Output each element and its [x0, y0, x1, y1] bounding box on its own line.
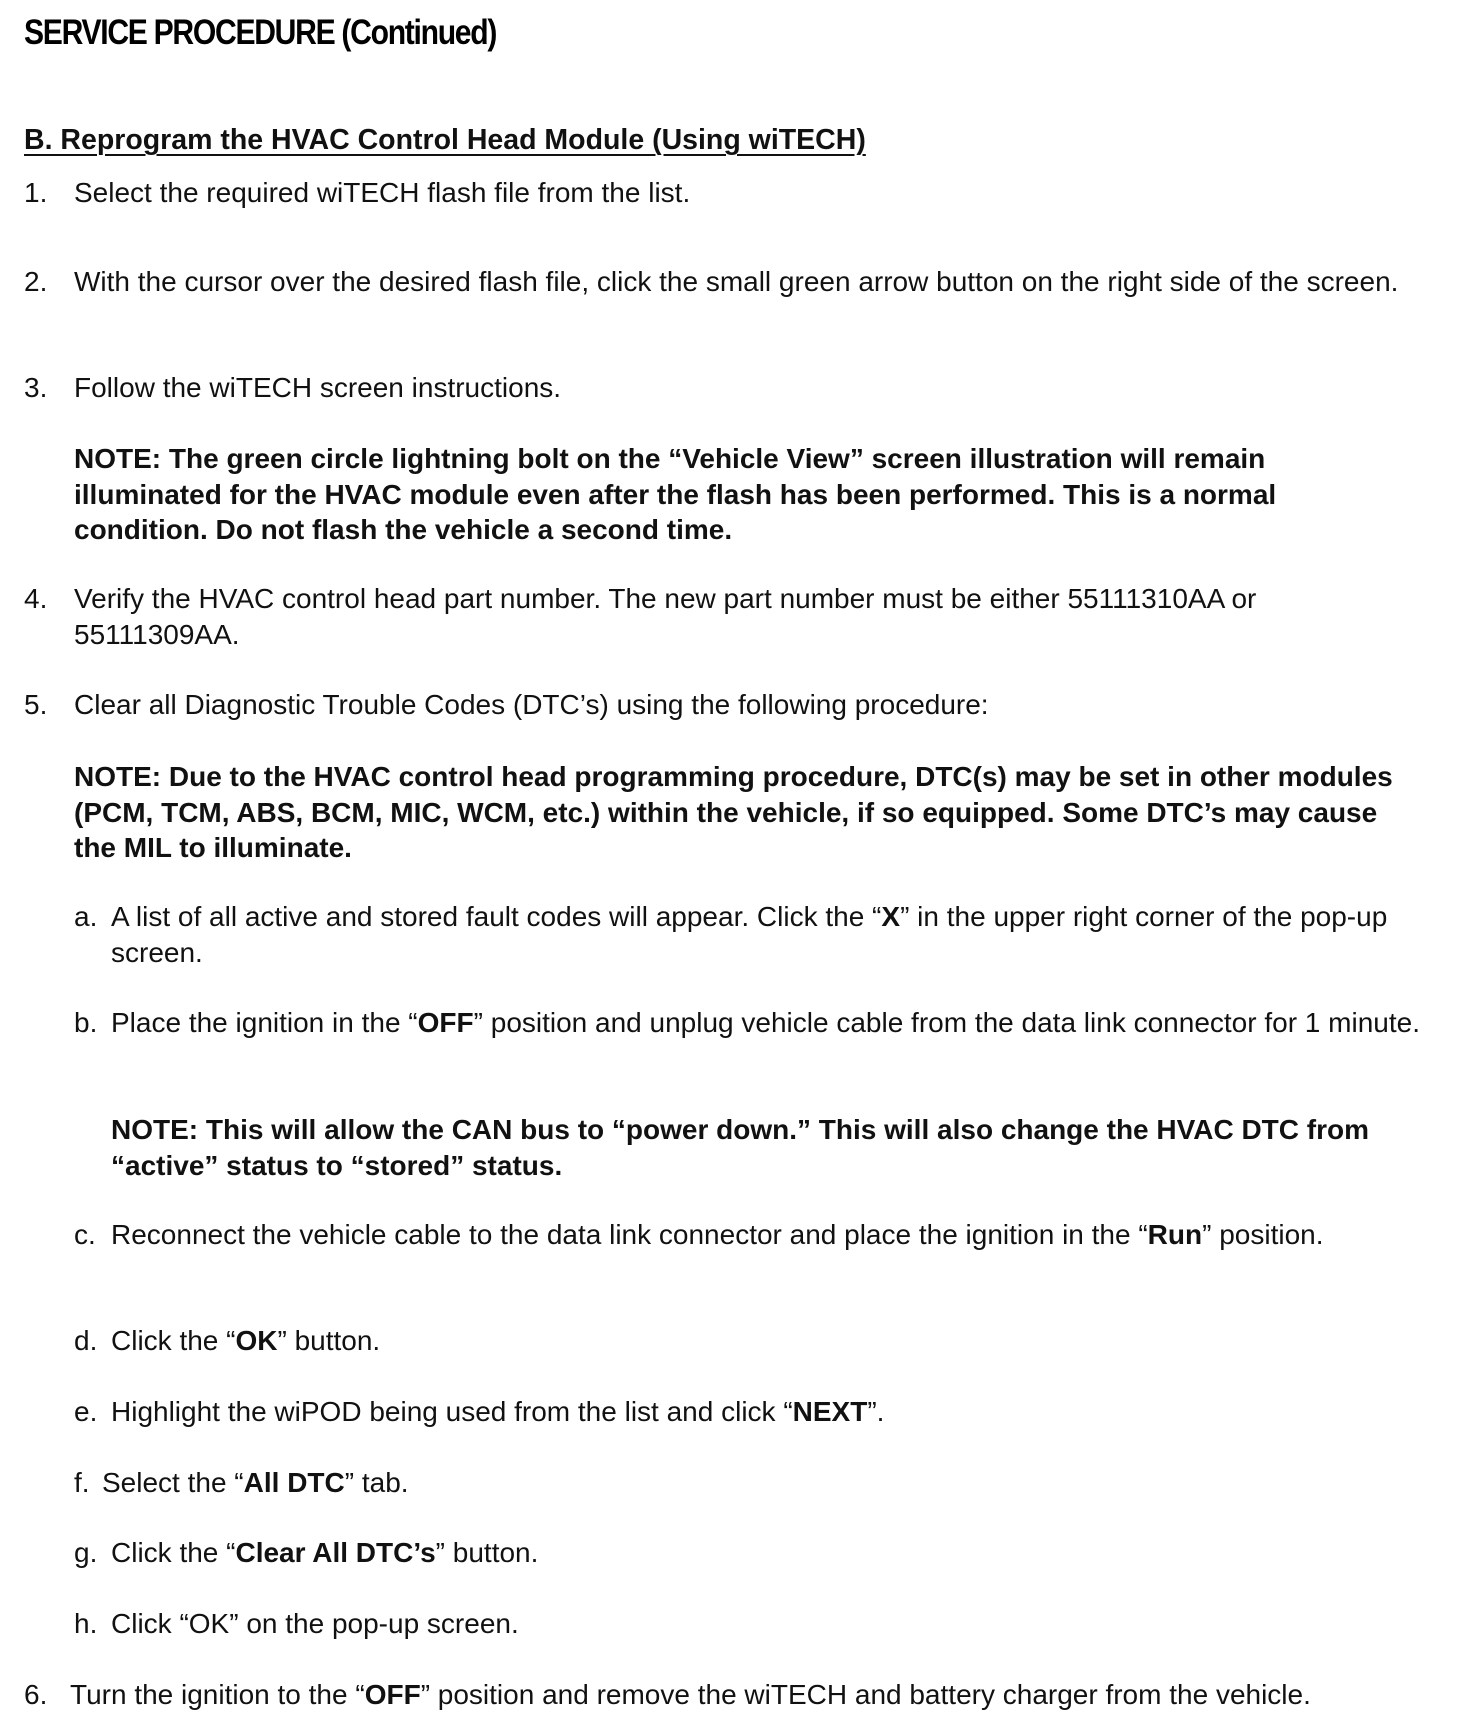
substep-letter: c.: [74, 1219, 96, 1250]
page-heading: SERVICE PROCEDURE (Continued): [24, 13, 497, 52]
substep-f: [74, 1465, 1424, 1501]
substep-g: [74, 1535, 1424, 1571]
step-number: 6.: [24, 1679, 48, 1710]
substep-h: [74, 1606, 1424, 1642]
step-5: [24, 687, 1444, 723]
substep-letter: e.: [74, 1396, 98, 1427]
step-text: Follow the wiTECH screen instructions.: [74, 372, 562, 403]
step-number: 3.: [24, 372, 48, 403]
step-6: [24, 1677, 1464, 1713]
section-title: B. Reprogram the HVAC Control Head Module (Using wiTECH): [24, 124, 866, 156]
substep-text: Select the “All DTC” tab.: [102, 1467, 409, 1498]
substep-letter: g.: [74, 1537, 98, 1568]
substep-d: [74, 1323, 1424, 1359]
substep-text: Highlight the wiPOD being used from the list and click “NEXT”.: [111, 1396, 885, 1427]
substep-letter: f.: [74, 1467, 90, 1498]
step-1: [24, 175, 1444, 211]
step-number: 4.: [24, 583, 48, 614]
step-2: [24, 264, 1444, 300]
substep-text: Click the “OK” button.: [111, 1325, 381, 1356]
note-step-3: NOTE: The green circle lightning bolt on the “Vehicle View” screen illustration will remain illuminated for the HVAC module even after the flash has been performed. This is a normal condition. Do not flash the vehicle a second time.: [74, 443, 1277, 545]
step-text: With the cursor over the desired flash file, click the small green arrow button on the right side of the screen.: [74, 266, 1399, 297]
step-text: Verify the HVAC control head part number. The new part number must be either 55111310AA or 55111309AA.: [74, 583, 1257, 650]
note-substep-b: NOTE: This will allow the CAN bus to “power down.” This will also change the HVAC DTC from “active” status to “stored” status.: [111, 1114, 1369, 1181]
step-number: 1.: [24, 177, 48, 208]
substep-e: [74, 1394, 1424, 1430]
substep-text: Place the ignition in the “OFF” position and unplug vehicle cable from the data link connector for 1 minute.: [111, 1007, 1420, 1038]
step-text: Turn the ignition to the “OFF” position and remove the wiTECH and battery charger from the vehicle.: [70, 1679, 1311, 1710]
substep-letter: b.: [74, 1007, 98, 1038]
step-4: [24, 581, 1424, 652]
step-number: 5.: [24, 689, 48, 720]
substep-text: Click “OK” on the pop-up screen.: [111, 1608, 519, 1639]
step-text: Select the required wiTECH flash file from the list.: [74, 177, 691, 208]
substep-b: [74, 1005, 1424, 1041]
substep-text: Click the “Clear All DTC’s” button.: [111, 1537, 539, 1568]
substep-letter: h.: [74, 1608, 98, 1639]
substep-letter: d.: [74, 1325, 98, 1356]
substep-text: A list of all active and stored fault codes will appear. Click the “X” in the upper right corner of the pop-up screen.: [111, 901, 1388, 968]
note-step-5: NOTE: Due to the HVAC control head programming procedure, DTC(s) may be set in other modules (PCM, TCM, ABS, BCM, MIC, WCM, etc.) within the vehicle, if so equipped. Some DTC’s may cause the MIL to illuminate.: [74, 761, 1393, 863]
substep-a: [74, 899, 1424, 970]
substep-letter: a.: [74, 901, 98, 932]
step-number: 2.: [24, 266, 48, 297]
substep-text: Reconnect the vehicle cable to the data link connector and place the ignition in the “Run” position.: [111, 1219, 1324, 1250]
step-3: [24, 370, 1444, 406]
substep-c: [74, 1217, 1394, 1253]
step-text: Clear all Diagnostic Trouble Codes (DTC’s) using the following procedure:: [74, 689, 989, 720]
